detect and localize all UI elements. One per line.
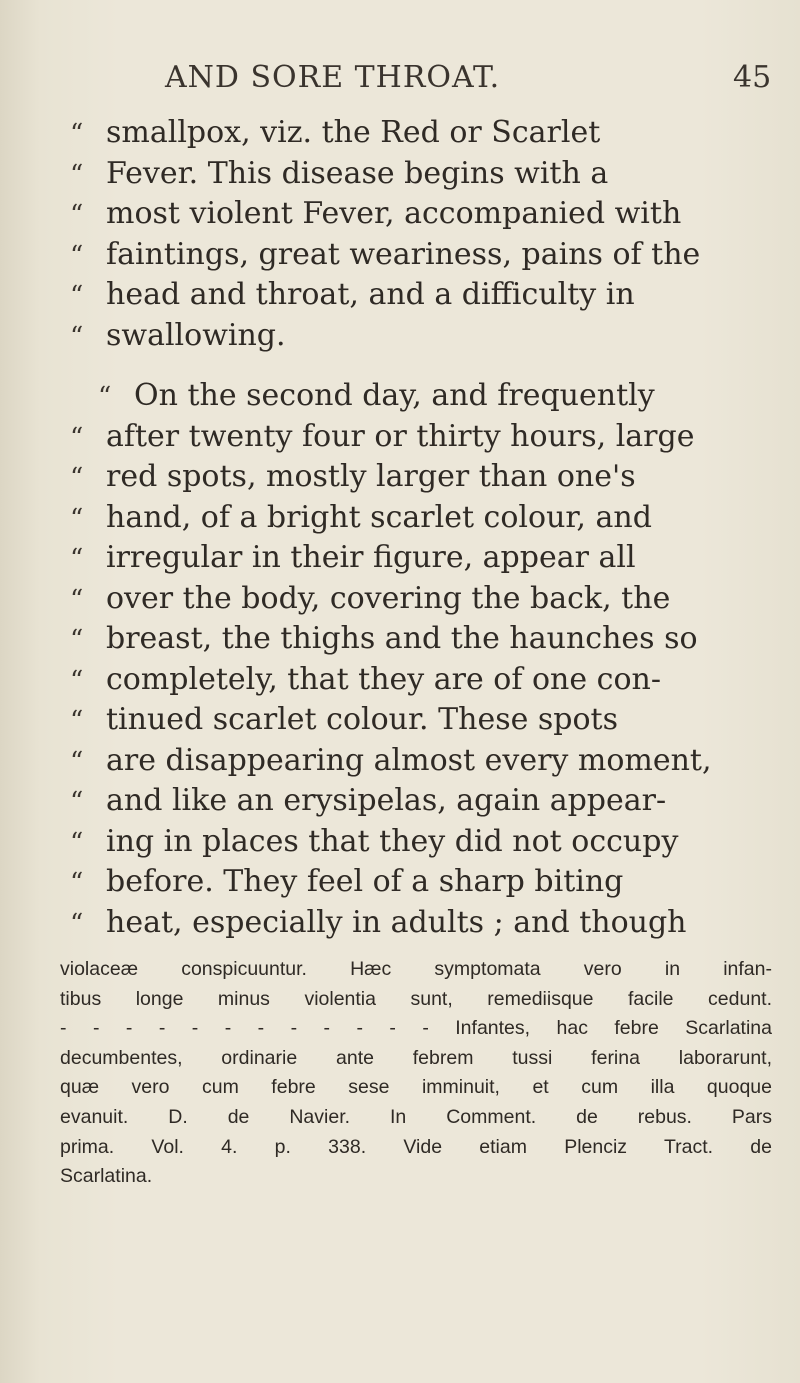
- footnote-line: quæ vero cum febre sese imminuit, et cum illa quoque: [60, 1076, 772, 1099]
- line-text: Fever. This disease begins with a: [106, 155, 609, 191]
- quote-mark: “: [70, 503, 84, 534]
- quote-mark: “: [70, 240, 84, 271]
- line-text: and like an erysipelas, again appear-: [106, 783, 667, 818]
- line-text: On the second day, and frequently: [134, 378, 655, 413]
- text-line: [70, 235, 770, 276]
- text-line: [70, 194, 770, 235]
- line-text: completely, that they are of one con-: [106, 661, 661, 697]
- line-text: faintings, great weariness, pains of the: [106, 236, 701, 272]
- footnote-line: decumbentes, ordinarie ante febrem tussi ferina laborarunt,: [60, 1046, 772, 1069]
- quote-mark: “: [70, 422, 84, 453]
- footnote-line: evanuit. D. de Navier. In Comment. de rebus. Pars: [60, 1105, 772, 1128]
- text-line: [70, 822, 770, 863]
- text-line: [70, 417, 770, 458]
- quote-mark: “: [70, 625, 84, 655]
- text-line: [70, 457, 770, 498]
- line-text: after twenty four or thirty hours, large: [106, 418, 695, 454]
- text-line: [70, 619, 770, 660]
- quote-mark: “: [70, 159, 84, 190]
- quote-mark: “: [70, 200, 84, 230]
- running-title: AND SORE THROAT.: [165, 60, 501, 95]
- line-text: heat, especially in adults ; and though: [106, 904, 687, 940]
- running-head: [0, 60, 800, 100]
- footnote-line: tibus longe minus violentia sunt, remediisque facile cedunt.: [60, 987, 772, 1010]
- text-line: [70, 275, 770, 316]
- quote-mark: “: [70, 463, 84, 493]
- line-text: hand, of a bright scarlet colour, and: [106, 499, 652, 535]
- footnote-line: - - - - - - - - - - - - Infantes, hac febre Scarlatina: [60, 1017, 772, 1040]
- text-line: [70, 903, 770, 944]
- page-number: 45: [733, 60, 772, 95]
- quote-mark: “: [70, 868, 84, 898]
- line-text: ing in places that they did not occupy: [106, 823, 679, 859]
- quote-mark: “: [70, 706, 84, 736]
- text-line: [70, 781, 770, 822]
- line-text: are disappearing almost every moment,: [106, 742, 712, 778]
- line-text: irregular in their figure, appear all: [106, 540, 636, 575]
- text-line: [70, 660, 770, 701]
- quote-mark: “: [70, 746, 84, 777]
- text-line: [70, 154, 770, 195]
- text-line: [70, 316, 770, 357]
- line-text: most violent Fever, accompanied with: [106, 196, 682, 231]
- text-line: [70, 741, 770, 782]
- quote-mark: “: [70, 827, 84, 858]
- line-text: red spots, mostly larger than one's: [106, 459, 636, 494]
- quote-mark: “: [70, 665, 84, 696]
- body-text: [70, 113, 770, 943]
- quote-mark: “: [70, 321, 84, 352]
- line-text: smallpox, viz. the Red or Scarlet: [106, 115, 601, 150]
- text-line: [70, 700, 770, 741]
- text-line: [70, 113, 770, 154]
- text-line: [70, 579, 770, 620]
- text-line: [70, 862, 770, 903]
- line-text: tinued scarlet colour. These spots: [106, 702, 618, 737]
- line-text: breast, the thighs and the haunches so: [106, 621, 698, 656]
- text-line: [70, 376, 770, 417]
- paragraph-gap: [70, 356, 770, 376]
- quote-mark: “: [70, 584, 84, 615]
- footnote-line: prima. Vol. 4. p. 338. Vide etiam Plenciz Tract. de: [60, 1135, 772, 1158]
- line-text: head and throat, and a difficulty in: [106, 277, 635, 312]
- quote-mark: “: [70, 908, 84, 939]
- quote-mark: “: [98, 382, 112, 412]
- quote-mark: “: [70, 119, 84, 149]
- line-text: before. They feel of a sharp biting: [106, 864, 624, 899]
- text-line: [70, 538, 770, 579]
- footnote-line: Scarlatina.: [60, 1165, 153, 1188]
- quote-mark: “: [70, 544, 84, 574]
- footnote: [60, 955, 772, 1192]
- text-line: [70, 498, 770, 539]
- line-text: over the body, covering the back, the: [106, 580, 671, 616]
- quote-mark: “: [70, 787, 84, 817]
- quote-mark: “: [70, 281, 84, 311]
- line-text: swallowing.: [106, 317, 286, 353]
- footnote-line: violaceæ conspicuuntur. Hæc symptomata vero in infan-: [60, 958, 772, 980]
